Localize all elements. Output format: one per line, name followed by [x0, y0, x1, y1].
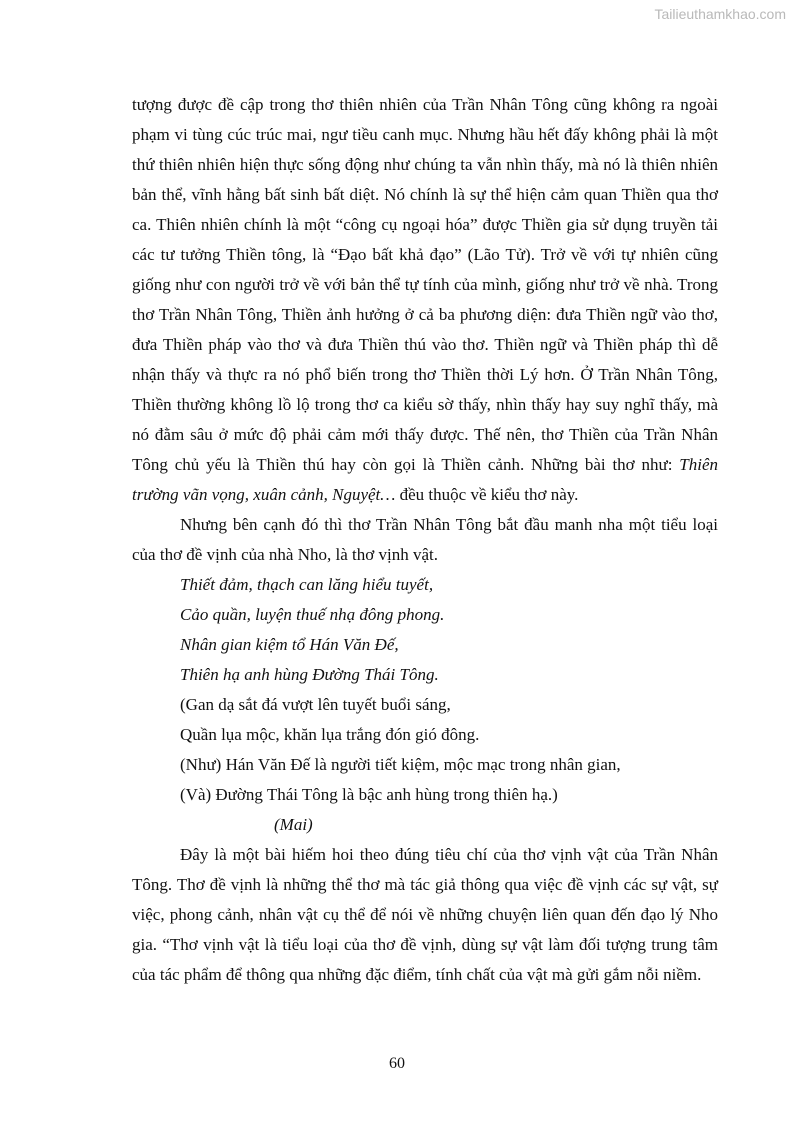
- poem-line: Thiết đảm, thạch can lăng hiểu tuyết,: [180, 575, 434, 594]
- paragraph-1: [132, 90, 718, 510]
- poem-translation-line: (Như) Hán Văn Đế là người tiết kiệm, mộc mạc trong nhân gian,: [180, 755, 621, 774]
- paragraph-1-end: đều thuộc về kiểu thơ này.: [395, 485, 579, 504]
- poem-translation-line: (Và) Đường Thái Tông là bậc anh hùng trong thiên hạ.): [180, 785, 558, 804]
- poem-line: Cảo quần, luyện thuế nhạ đông phong.: [180, 605, 445, 624]
- poem-line: Thiên hạ anh hùng Đường Thái Tông.: [180, 665, 439, 684]
- poem-line: Nhân gian kiệm tổ Hán Văn Đế,: [180, 635, 399, 654]
- document-body: [132, 90, 718, 990]
- poem-translation-line: (Gan dạ sắt đá vượt lên tuyết buổi sáng,: [180, 695, 451, 714]
- page-number: 60: [389, 1055, 405, 1072]
- poem-attribution: (Mai): [274, 815, 313, 834]
- watermark: Tailieuthamkhao.com: [654, 6, 786, 22]
- poem-block: [132, 570, 718, 840]
- paragraph-1-italic-titles: Thiên trường vãn vọng, xuân cảnh, Nguyệt…: [132, 455, 718, 504]
- paragraph-3: Đây là một bài hiếm hoi theo đúng tiêu chí của thơ vịnh vật của Trần Nhân Tông. Thơ đề vịnh là những thể thơ mà tác giả thông qua việc đề vịnh các sự vật, sự việc, phong cảnh, nhân vật cụ thể để nói về những chuyện liên quan đến đạo lý Nho gia. “Thơ vịnh vật là tiểu loại của thơ đề vịnh, dùng sự vật làm đối tượng trung tâm của tác phẩm để thông qua những đặc điểm, tính chất của vật mà gửi gắm nỗi niềm.: [132, 845, 718, 984]
- paragraph-2: Nhưng bên cạnh đó thì thơ Trần Nhân Tông bắt đầu manh nha một tiểu loại của thơ đề vịnh của nhà Nho, là thơ vịnh vật.: [132, 515, 718, 564]
- poem-translation-line: Quần lụa mộc, khăn lụa trắng đón gió đông.: [180, 725, 480, 744]
- paragraph-1-text: tượng được đề cập trong thơ thiên nhiên của Trần Nhân Tông cũng không ra ngoài phạm vi tùng cúc trúc mai, ngư tiều canh mục. Nhưng hầu hết đấy không phải là một thứ thiên nhiên hiện thực sống động như chúng ta vẫn nhìn thấy, mà nó là thiên nhiên bản thể, vĩnh hằng bất sinh bất diệt. Nó chính là sự thể hiện cảm quan Thiền qua thơ ca. Thiên nhiên chính là một “công cụ ngoại hóa” được Thiền gia sử dụng truyền tải các tư tưởng Thiền tông, là “Đạo bất khả đạo” (Lão Tử). Trở về với tự nhiên cũng giống như con người trở về với bản thể tự tính của mình, giống như trở về nhà. Trong thơ Trần Nhân Tông, Thiền ảnh hưởng ở cả ba phương diện: đưa Thiền ngữ vào thơ, đưa Thiền pháp vào thơ và đưa Thiền thú vào thơ. Thiền ngữ và Thiền pháp thì dễ nhận thấy và thực ra nó phổ biến trong thơ Thiền thời Lý hơn. Ở Trần Nhân Tông, Thiền thường không lồ lộ trong thơ ca kiểu sờ thấy, nhìn thấy hay suy nghĩ thấy, mà nó đằm sâu ở mức độ phải cảm mới thấy được. Thế nên, thơ Thiền của Trần Nhân Tông chủ yếu là Thiền thú hay còn gọi là Thiền cảnh. Những bài thơ như:: [132, 95, 718, 474]
